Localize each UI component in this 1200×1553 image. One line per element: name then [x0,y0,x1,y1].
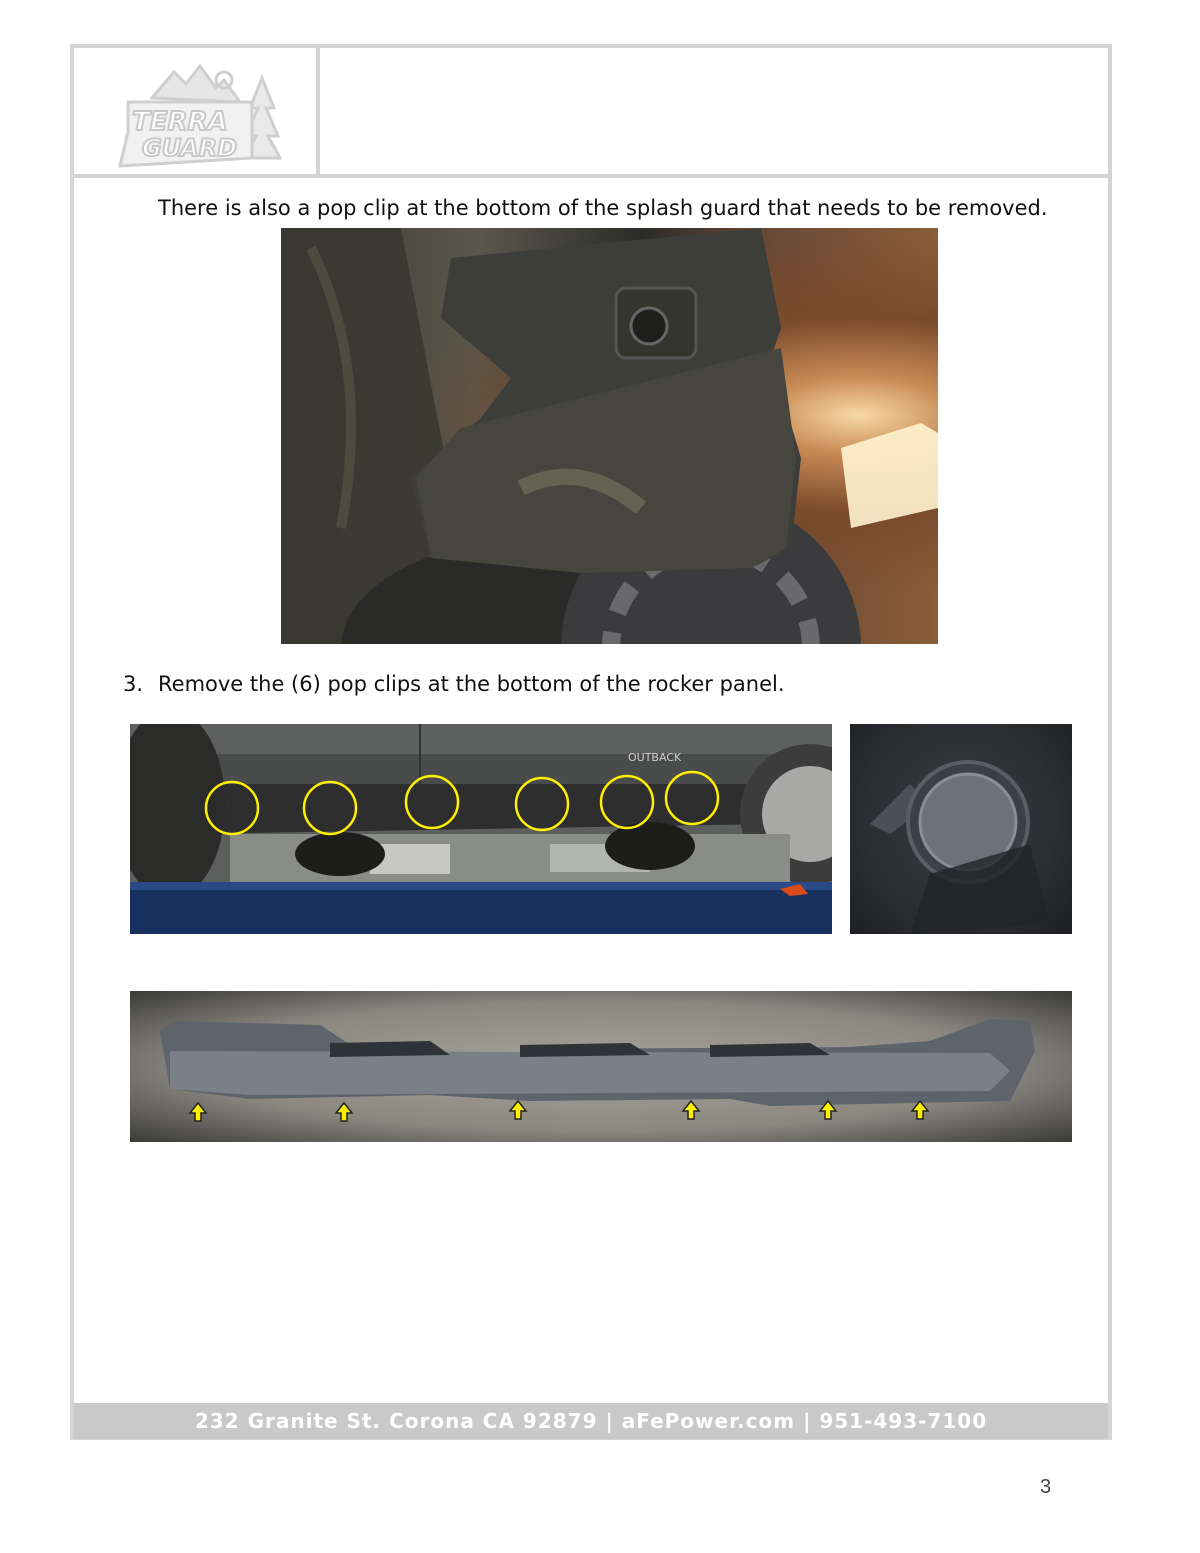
clip-arrow [683,1101,699,1119]
outback-badge: OUTBACK [628,751,682,764]
logo-text-guard: GUARD [142,134,238,162]
clip-arrow [510,1101,526,1119]
clip-arrow [912,1101,928,1119]
pop-clip-closeup-photo [850,724,1072,934]
splash-guard-photo [281,228,938,644]
rocker-panel-lift-photo [130,724,832,934]
header-row [74,48,1108,178]
footer-bar [74,1403,1108,1439]
footer-address: 232 Granite St. Corona CA 92879 | aFePower.com | 951-493-7100 [194,1409,988,1433]
pop-clip-marker [631,308,667,344]
step-number: 3. [123,672,144,696]
terraguard-logo [112,58,282,170]
intro-text: There is also a pop clip at the bottom of the splash guard that needs to be removed. [158,196,1048,220]
page-number: 3 [1040,1476,1052,1498]
rocker-panel-removed-photo [130,991,1072,1142]
logo-text-terra: TERRA [132,107,228,137]
step-text: Remove the (6) pop clips at the bottom of the rocker panel. [158,672,785,696]
clip-arrow [190,1103,206,1121]
logo-cell [74,48,320,174]
clip-arrow [336,1103,352,1121]
